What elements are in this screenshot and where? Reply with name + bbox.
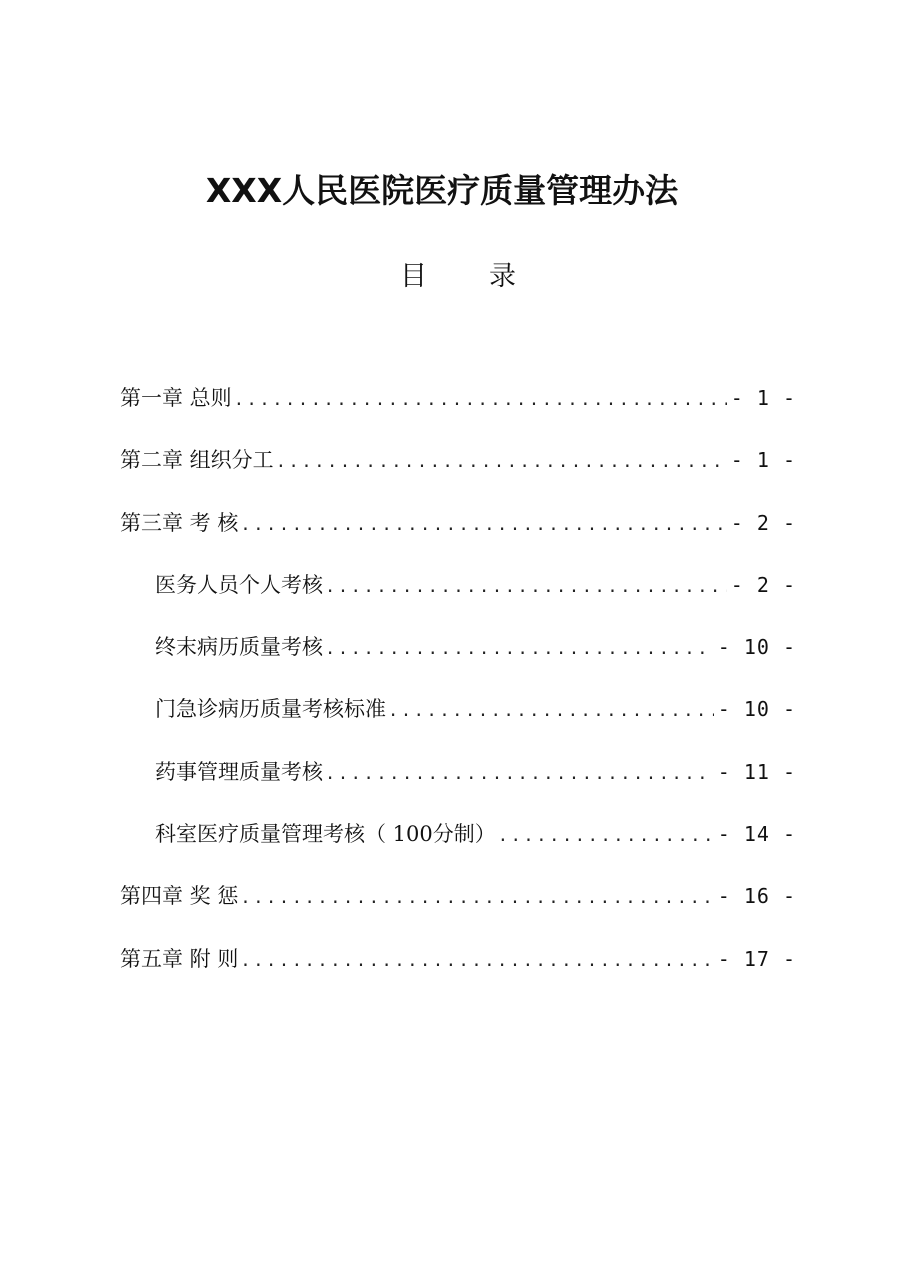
- toc-dot-leader: [325, 561, 727, 613]
- toc-entry-label: 第三章 考 核: [120, 510, 239, 535]
- toc-entry-label: 门急诊病历质量考核标准: [155, 697, 386, 722]
- toc-dot-leader: [234, 374, 727, 426]
- toc-entry-section-pharmacy[interactable]: [120, 746, 796, 808]
- toc-entry-label: 第五章 附 则: [120, 946, 239, 971]
- document-title: XXX人民医院医疗质量管理办法: [205, 171, 679, 210]
- toc-entry-label: 第一章 总则: [120, 386, 232, 410]
- toc-entry-label: 第二章 组织分工: [120, 448, 274, 473]
- toc-dot-leader: [240, 935, 713, 987]
- toc-page-number: - 11 -: [717, 759, 796, 784]
- toc-heading: [0, 255, 905, 299]
- toc-page-number: - 2 -: [730, 572, 796, 597]
- toc-entry-section-final-record[interactable]: [120, 621, 796, 683]
- toc-entry-chapter-1[interactable]: [120, 372, 796, 434]
- toc-dot-leader: [325, 748, 714, 800]
- toc-dot-leader: [240, 872, 713, 924]
- toc-dot-leader: [276, 436, 727, 488]
- toc-heading-left: 目: [400, 261, 427, 292]
- toc-page-number: - 2 -: [730, 510, 796, 535]
- toc-page-number: - 1 -: [730, 386, 796, 410]
- toc-dot-leader: [498, 810, 714, 862]
- toc-entry-label: 医务人员个人考核: [155, 572, 323, 597]
- toc-entry-label: 第四章 奖 惩: [120, 884, 239, 909]
- table-of-contents: [120, 372, 796, 995]
- toc-heading-right: 录: [489, 261, 516, 292]
- toc-entry-label: 药事管理质量考核: [155, 759, 323, 784]
- toc-entry-chapter-3[interactable]: [120, 497, 796, 559]
- toc-page-number: - 10 -: [717, 697, 796, 722]
- toc-page-number: - 17 -: [717, 946, 796, 971]
- toc-entry-section-outpatient-record[interactable]: [120, 683, 796, 745]
- toc-entry-section-staff-assessment[interactable]: [120, 559, 796, 621]
- toc-dot-leader: [325, 623, 714, 675]
- toc-entry-label: 科室医疗质量管理考核（ 100分制）: [155, 822, 496, 847]
- toc-entry-chapter-4[interactable]: [120, 870, 796, 932]
- toc-dot-leader: [240, 499, 726, 551]
- toc-entry-chapter-2[interactable]: [120, 434, 796, 496]
- toc-page-number: - 10 -: [717, 635, 796, 660]
- toc-entry-chapter-5[interactable]: [120, 933, 796, 995]
- toc-page-number: - 16 -: [717, 884, 796, 909]
- toc-page-number: - 1 -: [730, 448, 796, 473]
- toc-entry-label: 终末病历质量考核: [155, 635, 323, 660]
- toc-entry-section-department-quality[interactable]: [120, 808, 796, 870]
- toc-page-number: - 14 -: [717, 822, 796, 847]
- toc-dot-leader: [388, 685, 714, 737]
